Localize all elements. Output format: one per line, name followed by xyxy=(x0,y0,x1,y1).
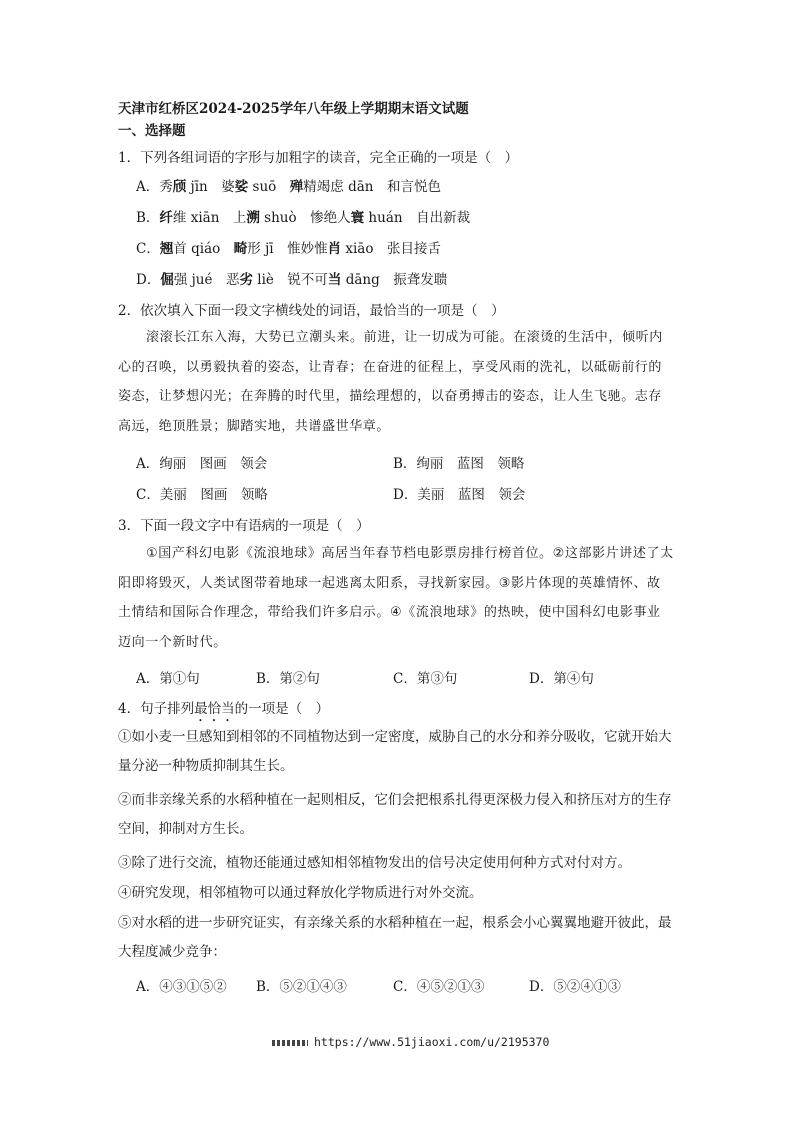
option-label: B． xyxy=(136,210,160,226)
watermark-logo-icon xyxy=(272,1040,308,1046)
option-text: 形 jī 惟妙惟 xyxy=(247,241,328,257)
option-text: liè 锐不可 xyxy=(253,272,328,288)
q4-option-b[interactable]: B．⑤②①④③ xyxy=(256,979,347,995)
q4-sentence-2: ②而非亲缘关系的水稻种植在一起则相反，它们会把根系扎得更深极力侵入和挤压对方的生存空间，抑制对方生长。 xyxy=(118,792,672,837)
bold-char: 寰 xyxy=(350,210,365,226)
option-text: shuò 惨绝人 xyxy=(259,210,351,226)
option-text: 精竭虑 dān 和言悦色 xyxy=(303,179,441,195)
option-text: 首 xyxy=(173,241,187,257)
q1-option-c[interactable] xyxy=(136,237,441,257)
q4-sentence-3: ③除了进行交流，植物还能通过感知相邻植物发出的信号决定使用何种方式对付对方。 xyxy=(118,855,631,871)
bold-char: 倔 xyxy=(160,272,174,288)
q3-option-d[interactable]: D．第④句 xyxy=(529,671,594,687)
bold-char: 肖 xyxy=(327,241,342,257)
section-heading: 一、选择题 xyxy=(118,123,186,139)
q2-option-b[interactable]: B．绚丽 蓝图 领略 xyxy=(393,456,525,472)
option-text: xiāo 张目接舌 xyxy=(341,241,441,257)
bold-char: 娑 xyxy=(234,179,249,195)
option-text: qiáo xyxy=(186,241,234,257)
bold-char: 劣 xyxy=(239,272,253,288)
option-text: 维 xyxy=(172,210,187,226)
bold-char: 畸 xyxy=(233,241,248,257)
q4-stem-text: 的一项是（ ） xyxy=(234,701,330,717)
q3-option-b[interactable]: B．第②句 xyxy=(256,671,320,687)
option-label: A． xyxy=(136,179,160,195)
option-label: C． xyxy=(136,241,160,257)
q4-option-a[interactable]: A．④③①⑤② xyxy=(136,979,227,995)
q2-stem: 2．依次填入下面一段文字横线处的词语，最恰当的一项是（ ） xyxy=(118,303,505,319)
q2-passage: 滚滚长江东入海，大势已立潮头来。前进，让一切成为可能。在滚烫的生活中，倾听内心的召唤，以勇毅执着的姿态，让青春；在奋进的征程上，享受风雨的洗礼，以砥砺前行的姿态，让梦想闪光；在奔腾的时代里，描绘理想的，以奋勇搏击的姿态，让人生飞驰。志存高远，绝顶胜景；脚踏实地，共谱盛世华章。 xyxy=(118,330,663,434)
q3-option-c[interactable]: C．第③句 xyxy=(393,671,458,687)
option-text: jué 恶 xyxy=(187,272,240,288)
q1-stem: 1．下列各组词语的字形与加粗字的读音，完全正确的一项是（ ） xyxy=(118,150,519,166)
q1-option-b[interactable] xyxy=(136,206,470,226)
q4-option-d[interactable]: D．⑤②④①③ xyxy=(529,979,621,995)
q2-option-a[interactable]: A．绚丽 图画 领会 xyxy=(136,456,268,472)
footer-link-text[interactable]: https://www.51jiaoxi.com/u/2195370 xyxy=(314,1035,550,1049)
q1-option-a[interactable] xyxy=(136,175,441,195)
q4-sentence-5: ⑤对水稻的进一步研究证实，有亲缘关系的水稻种植在一起，根系会小心翼翼地避开彼此，最大程度减少竞争： xyxy=(118,915,672,960)
bold-char: 溯 xyxy=(246,210,260,226)
option-text: 强 xyxy=(173,272,188,288)
q4-stem-text: 4．句子排列 xyxy=(118,701,195,717)
bold-char: 纤 xyxy=(159,210,173,226)
page-title: 天津市红桥区2024-2025学年八年级上学期期末语文试题 xyxy=(118,101,469,117)
option-text: xiān 上 xyxy=(186,210,247,226)
bold-char: 翘 xyxy=(159,241,174,257)
q4-stem xyxy=(118,697,329,725)
q3-passage: ①国产科幻电影《流浪地球》高居当年春节档电影票房排行榜首位。②这部影片讲述了太阳即将毁灭，人类试图带着地球一起逃离太阳系，寻找新家园。③影片体现的英雄情怀、故土情结和国际合作理念，带给我们许多启示。④《流浪地球》的热映，使中国科幻电影事业迈向一个新时代。 xyxy=(118,546,674,650)
option-text: 秀 xyxy=(159,179,173,195)
q4-emphasis-text: 最恰当 xyxy=(194,701,235,717)
bold-char: 颀 xyxy=(172,179,187,195)
bold-char: 当 xyxy=(327,272,342,288)
q2-option-d[interactable]: D．美丽 蓝图 领会 xyxy=(393,487,526,503)
q2-option-c[interactable]: C．美丽 图画 领略 xyxy=(136,487,268,503)
q3-option-a[interactable]: A．第①句 xyxy=(136,671,200,687)
option-text: huán 自出新裁 xyxy=(364,210,471,226)
bold-char: 殚 xyxy=(289,179,304,195)
option-text: dāng 振聋发聩 xyxy=(341,272,448,288)
q4-option-c[interactable]: C．④⑤②①③ xyxy=(393,979,485,995)
footer-url[interactable] xyxy=(272,1035,549,1049)
option-text: jīn 婆 xyxy=(186,179,235,195)
option-text: suō xyxy=(248,179,290,195)
q4-sentence-1: ①如小麦一旦感知到相邻的不同植物达到一定密度，威胁自己的水分和养分吸收，它就开始大量分泌一种物质抑制其生长。 xyxy=(118,729,672,774)
q4-sentence-4: ④研究发现，相邻植物可以通过释放化学物质进行对外交流。 xyxy=(118,885,483,901)
q3-stem: 3．下面一段文字中有语病的一项是（ ） xyxy=(118,518,370,534)
option-label: D． xyxy=(136,272,161,288)
q1-option-d[interactable] xyxy=(136,268,447,288)
